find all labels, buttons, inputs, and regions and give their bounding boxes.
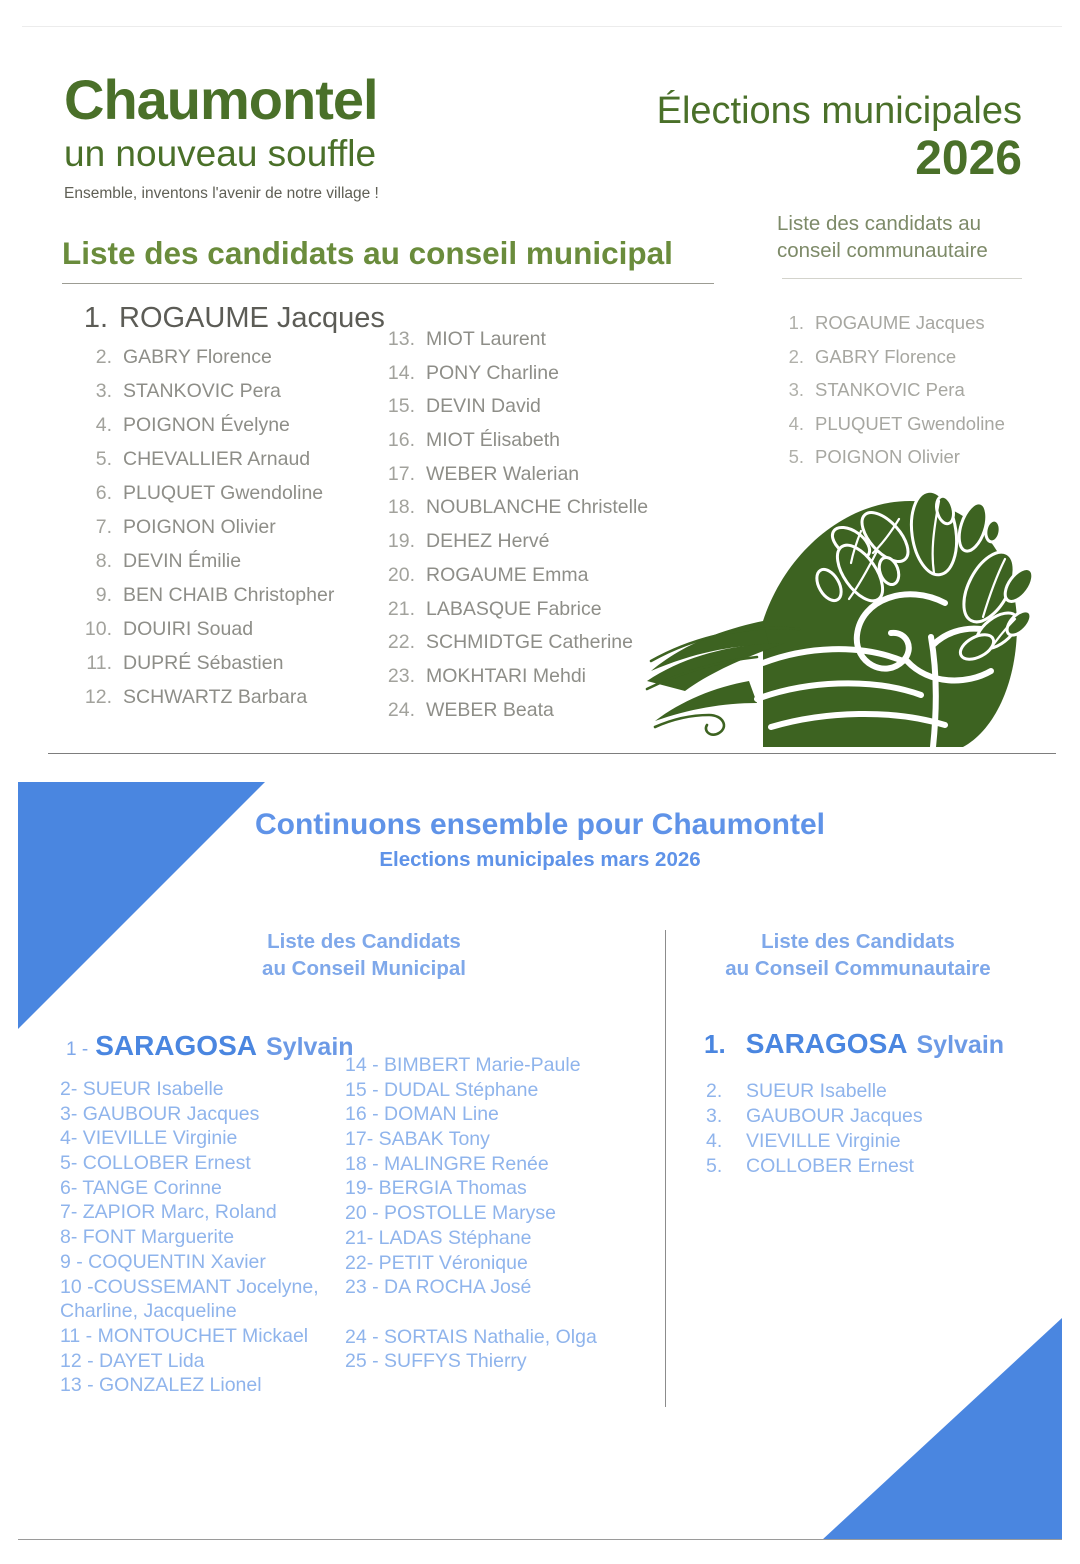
candidate-name: CHEVALLIER Arnaud — [123, 448, 311, 470]
candidate-number: 2. — [95, 346, 112, 368]
blue-subtitle: Elections municipales mars 2026 — [379, 848, 701, 871]
candidate-row — [706, 1157, 923, 1182]
candidate-name: GABRY Florence — [123, 346, 272, 368]
blue-title: Continuons ensemble pour Chaumontel — [254, 808, 825, 841]
blue-communautaire-heading-line2: au Conseil Communautaire — [725, 957, 991, 981]
candidate-name: DEVIN Émilie — [123, 550, 242, 572]
candidate-name: WEBER Walerian — [426, 462, 580, 485]
candidate-name: DEHEZ Hervé — [426, 530, 550, 553]
candidate-row — [706, 1132, 923, 1157]
candidate-number: 15. — [387, 395, 415, 418]
blue-communautaire-first-candidate — [704, 1028, 1004, 1060]
candidate-name: LABASQUE Fabrice — [426, 597, 602, 620]
candidate-number: 8. — [95, 550, 112, 572]
green-municipal-list-col2 — [383, 330, 648, 734]
candidate-row: 14 - BIMBERT Marie-Paule — [345, 1054, 581, 1076]
candidate-row — [78, 416, 385, 450]
brand-block — [64, 68, 379, 203]
green-municipal-rule — [62, 283, 714, 284]
candidate-number: 23. — [387, 664, 415, 687]
candidate-name: MOKHTARI Mehdi — [426, 664, 586, 687]
candidate-row: 6- TANGE Corinne — [60, 1176, 222, 1199]
candidate-row: 20 - POSTOLLE Maryse — [345, 1202, 556, 1225]
candidate-row: 8- FONT Marguerite — [60, 1226, 235, 1249]
tree-and-wind-emblem-icon — [645, 475, 1045, 755]
candidate-number: 19. — [387, 530, 415, 553]
blue-communautaire-list — [706, 1082, 923, 1182]
candidate-row — [383, 633, 648, 667]
scan-edge-line — [22, 26, 1062, 27]
candidate-row: 7- ZAPIOR Marc, Roland — [60, 1201, 277, 1224]
candidate-name: NOUBLANCHE Christelle — [426, 496, 649, 519]
candidate-number: 9. — [95, 584, 112, 606]
candidate-row — [383, 532, 648, 566]
blue-communautaire-heading — [678, 928, 1038, 983]
candidate-name: STANKOVIC Pera — [123, 380, 281, 402]
candidate-number: 22. — [387, 631, 415, 654]
blue-municipal-first-candidate — [66, 1030, 354, 1062]
candidate-row: 21- LADAS Stéphane — [345, 1226, 532, 1249]
candidate-row: 9 - COQUENTIN Xavier — [60, 1250, 266, 1273]
candidate-row — [383, 397, 648, 431]
candidate-name: DOUIRI Souad — [123, 618, 254, 640]
candidate-name: SCHMIDTGE Catherine — [426, 631, 633, 654]
candidate-number: 1. — [83, 302, 108, 334]
candidate-row — [383, 664, 648, 701]
candidate-name: BEN CHAIB Christopher — [123, 584, 335, 606]
candidate-row — [383, 563, 648, 600]
candidate-name: ROGAUME Emma — [426, 563, 589, 586]
candidate-name: POIGNON Olivier — [123, 516, 276, 538]
elections-block — [657, 92, 1022, 184]
candidate-row: 11 - MONTOUCHET Mickael — [60, 1324, 309, 1347]
candidate-row — [786, 381, 1005, 415]
candidate-number: 2. — [788, 345, 804, 367]
candidate-number: 3. — [706, 1105, 723, 1127]
first-candidate-index: 1. — [704, 1029, 726, 1059]
first-candidate-firstname: Sylvain — [265, 1033, 354, 1061]
candidate-name: GABRY Florence — [815, 345, 957, 367]
candidate-row — [383, 462, 648, 499]
candidate-name: COLLOBER Ernest — [746, 1155, 914, 1177]
candidate-number: 5. — [788, 446, 804, 467]
blue-municipal-heading-line2: au Conseil Municipal — [262, 957, 466, 981]
candidate-row: 13 - GONZALEZ Lionel — [60, 1374, 262, 1397]
brand-title: Chaumontel — [64, 68, 378, 131]
candidate-name: SCHWARTZ Barbara — [123, 686, 308, 708]
candidate-row — [383, 597, 648, 634]
green-communautaire-heading: Liste des candidats au conseil communautaire — [777, 212, 988, 263]
blue-vertical-divider — [665, 930, 666, 1407]
candidate-name: DEVIN David — [426, 395, 541, 418]
candidate-row: 12 - DAYET Lida — [60, 1349, 205, 1372]
candidate-row — [78, 586, 385, 620]
candidate-row: 25 - SUFFYS Thierry — [345, 1350, 527, 1373]
candidate-row: 4- VIEVILLE Virginie — [60, 1127, 238, 1150]
green-municipal-list-col1 — [78, 304, 385, 722]
candidate-name: SUEUR Isabelle — [746, 1080, 887, 1102]
blue-corner-triangle-bottom-right — [822, 1318, 1062, 1540]
candidate-row: 17- SABAK Tony — [345, 1128, 490, 1151]
brand-tagline: Ensemble, inventons l'avenir de notre village ! — [64, 184, 379, 202]
candidate-name: DUPRÉ Sébastien — [123, 652, 284, 674]
candidate-row — [78, 552, 385, 586]
green-municipal-heading: Liste des candidats au conseil municipal — [62, 235, 673, 271]
candidate-number: 7. — [95, 516, 112, 538]
green-communautaire-rule — [782, 278, 1022, 279]
candidate-name: GAUBOUR Jacques — [746, 1105, 923, 1127]
candidate-row: 10 -COUSSEMANT Jocelyne, — [60, 1275, 319, 1298]
candidate-name: ROGAUME Jacques — [815, 312, 985, 333]
candidate-number: 10. — [84, 618, 112, 640]
candidate-row — [383, 698, 648, 735]
candidate-row: 22- PETIT Véronique — [345, 1251, 528, 1274]
candidate-number: 3. — [95, 380, 112, 402]
first-candidate-firstname: Sylvain — [916, 1031, 1005, 1059]
candidate-number: 20. — [387, 563, 415, 586]
candidate-number: 12. — [84, 686, 112, 708]
candidate-number: 17. — [387, 462, 415, 485]
candidate-row: 16 - DOMAN Line — [345, 1103, 499, 1126]
blue-municipal-list-col1 — [60, 1080, 319, 1401]
candidate-name: STANKOVIC Pera — [815, 379, 965, 400]
candidate-name: WEBER Beata — [426, 698, 554, 721]
candidate-number: 3. — [788, 379, 804, 400]
candidate-row: 18 - MALINGRE Renée — [345, 1152, 549, 1175]
candidate-row — [786, 314, 1005, 348]
candidate-number: 14. — [387, 361, 415, 384]
green-campaign-panel — [0, 30, 1080, 755]
candidate-row — [706, 1107, 923, 1132]
green-communautaire-list — [786, 314, 1005, 482]
blue-municipal-list-col2 — [345, 1056, 597, 1377]
candidate-name: PLUQUET Gwendoline — [815, 412, 1005, 434]
candidate-row — [78, 450, 385, 484]
candidate-number: 24. — [387, 698, 415, 721]
candidate-row — [78, 688, 385, 722]
candidate-number: 2. — [706, 1080, 723, 1102]
candidate-row: 23 - DA ROCHA José — [345, 1276, 532, 1299]
blue-communautaire-heading-line1: Liste des Candidats — [761, 930, 955, 953]
candidate-row: 2- SUEUR Isabelle — [60, 1078, 224, 1100]
candidate-row — [78, 304, 385, 348]
candidate-row — [786, 412, 1005, 449]
candidate-number: 11. — [86, 652, 112, 674]
candidate-row — [383, 361, 648, 398]
first-candidate-lastname: SARAGOSA — [95, 1030, 257, 1061]
candidate-name: MIOT Élisabeth — [426, 429, 561, 452]
candidate-name: ROGAUME Jacques — [119, 302, 385, 334]
candidate-name: PLUQUET Gwendoline — [123, 482, 324, 504]
first-candidate-index: 1 - — [66, 1039, 89, 1060]
candidate-row — [383, 431, 648, 465]
candidate-row — [78, 620, 385, 654]
section-divider — [48, 753, 1056, 754]
candidate-name: POIGNON Évelyne — [123, 414, 290, 436]
candidate-row — [383, 330, 648, 364]
candidate-row: 3- GAUBOUR Jacques — [60, 1102, 260, 1125]
candidate-name: PONY Charline — [426, 361, 559, 384]
candidate-row: 5- COLLOBER Ernest — [60, 1152, 251, 1175]
candidate-number: 21. — [387, 597, 415, 620]
candidate-row — [78, 382, 385, 416]
candidate-name: POIGNON Olivier — [815, 446, 960, 467]
blue-municipal-heading-line1: Liste des Candidats — [267, 930, 461, 953]
candidate-number: 4. — [706, 1130, 723, 1152]
candidate-row: 19- BERGIA Thomas — [345, 1177, 527, 1200]
candidate-number: 5. — [95, 448, 112, 470]
blue-municipal-heading — [204, 928, 524, 983]
candidate-row — [706, 1082, 923, 1107]
candidate-name: VIEVILLE Virginie — [746, 1130, 901, 1152]
candidate-number: 13. — [387, 328, 415, 350]
candidate-number: 16. — [387, 429, 415, 452]
candidate-number: 4. — [788, 412, 804, 434]
candidate-name: MIOT Laurent — [426, 328, 546, 350]
candidate-row: 15 - DUDAL Stéphane — [345, 1078, 539, 1101]
first-candidate-lastname: SARAGOSA — [745, 1028, 908, 1059]
candidate-row — [383, 498, 648, 532]
candidate-number: 4. — [95, 414, 112, 436]
blue-panel-baseline — [18, 1539, 1062, 1540]
candidate-number: 1. — [788, 312, 804, 333]
candidate-number: 6. — [95, 482, 112, 504]
candidate-row — [78, 484, 385, 518]
candidate-number: 5. — [706, 1155, 723, 1177]
candidate-row — [78, 348, 385, 382]
candidate-row — [786, 345, 1005, 382]
brand-subtitle: un nouveau souffle — [64, 133, 377, 174]
candidate-row — [78, 654, 385, 688]
candidate-row: 24 - SORTAIS Nathalie, Olga — [345, 1325, 597, 1348]
candidate-number: 18. — [387, 496, 415, 519]
candidate-row: Charline, Jacqueline — [60, 1300, 237, 1323]
elections-label: Élections municipales — [656, 90, 1022, 132]
candidate-row — [78, 518, 385, 552]
elections-year: 2026 — [915, 131, 1022, 185]
